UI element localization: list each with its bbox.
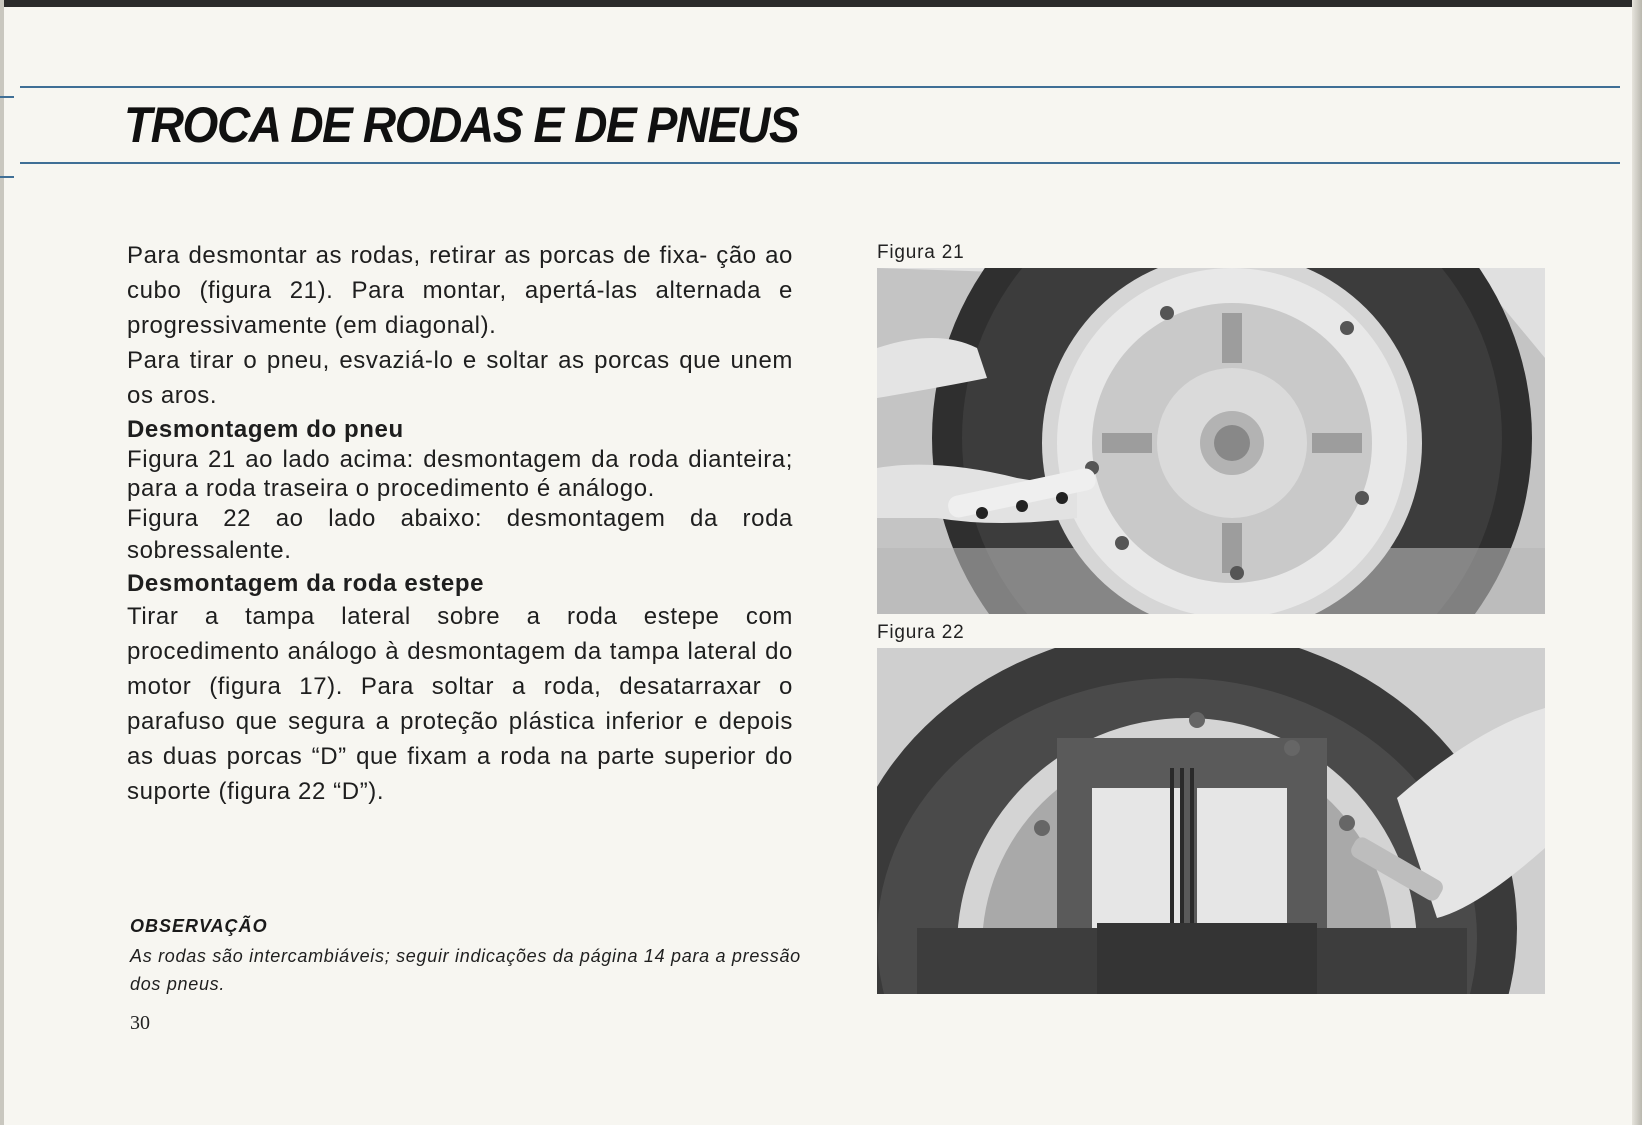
header-rule-bottom xyxy=(20,162,1620,164)
note-heading: OBSERVAÇÃO xyxy=(130,916,268,936)
figure-22-photo xyxy=(877,648,1545,994)
page-edge-left xyxy=(0,0,4,1125)
page-edge-top xyxy=(0,0,1642,7)
margin-tick xyxy=(0,96,14,98)
page-number: 30 xyxy=(130,1012,150,1034)
paragraph-wheel-removal: Para desmontar as rodas, retirar as porcas de fixa- ção ao cubo (figura 21). Para montar, apertá-las alternada e progressivamente (em diagonal). xyxy=(127,242,793,339)
paragraph-figure-22-description: Figura 22 ao lado abaixo: desmontagem da roda sobressalente. xyxy=(127,505,793,564)
paragraph-spare-wheel-procedure: Tirar a tampa lateral sobre a roda estepe com procedimento análogo à desmontagem da tampa lateral do motor (figura 17). Para soltar a roda, desatarraxar o parafuso que segura a proteção plástica inferior e depois as duas porcas “D” que fixam a roda na parte superior do suporte (figura 22 “D”). xyxy=(127,603,793,805)
note-text: As rodas são intercambiáveis; seguir indicações da página 14 para a pressão dos pneus. xyxy=(130,946,801,994)
margin-tick xyxy=(0,176,14,178)
page-title: TROCA DE RODAS E DE PNEUS xyxy=(124,97,799,153)
header-rule-top xyxy=(20,86,1620,88)
body-text-column xyxy=(127,238,793,809)
paragraph-tire-removal: Para tirar o pneu, esvaziá-lo e soltar as porcas que unem os aros. xyxy=(127,347,793,409)
figure-21-photo xyxy=(877,268,1545,614)
figure-21-caption: Figura 21 xyxy=(877,242,965,263)
page-spine-shadow xyxy=(1632,0,1642,1125)
subheading-tire-disassembly: Desmontagem do pneu xyxy=(127,416,404,443)
figure-22-caption: Figura 22 xyxy=(877,622,965,643)
subheading-spare-wheel-disassembly: Desmontagem da roda estepe xyxy=(127,570,485,597)
paragraph-figure-21-description: Figura 21 ao lado acima: desmontagem da roda dianteira; para a roda traseira o procedimento é análogo. xyxy=(127,446,793,502)
